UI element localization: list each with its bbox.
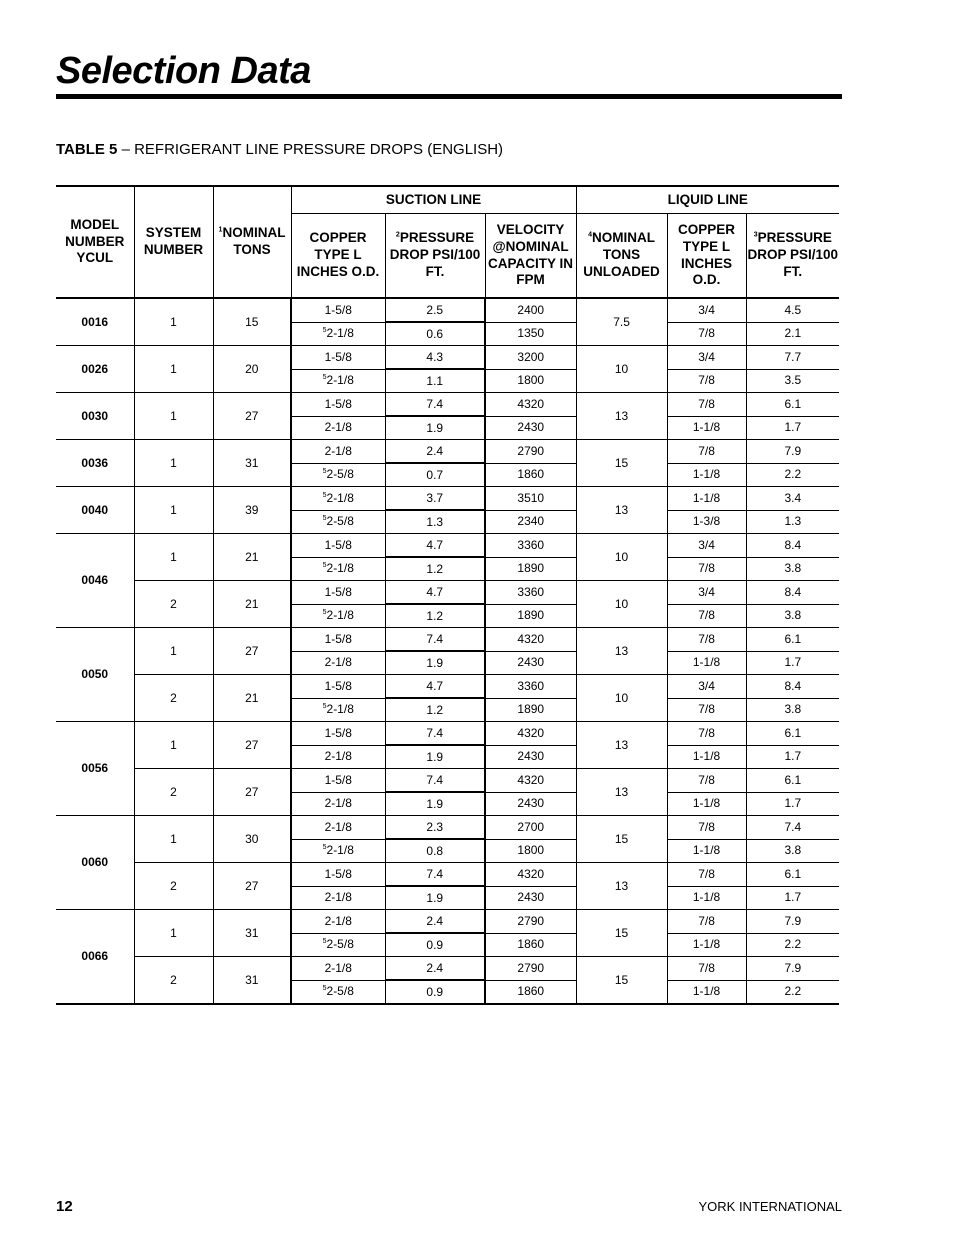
system-number-cell: 2 xyxy=(134,863,213,910)
footnote-5: 5 xyxy=(322,609,327,617)
table-row xyxy=(56,957,839,981)
nominal-tons-unloaded-cell: 10 xyxy=(576,346,667,393)
liquid-pressure-drop-cell: 7.9 xyxy=(746,910,839,934)
liquid-copper-cell: 1-1/8 xyxy=(667,933,746,957)
liquid-copper-cell: 3/4 xyxy=(667,581,746,605)
model-number-cell: 0050 xyxy=(56,628,134,722)
system-number-cell: 1 xyxy=(134,628,213,675)
liquid-pressure-drop-cell: 3.4 xyxy=(746,487,839,511)
velocity-cell: 4320 xyxy=(485,863,576,887)
table-row xyxy=(56,863,839,887)
velocity-cell: 1890 xyxy=(485,604,576,628)
velocity-cell: 4320 xyxy=(485,628,576,652)
velocity-cell: 2340 xyxy=(485,510,576,534)
suction-copper-cell xyxy=(291,369,385,393)
liquid-copper-cell: 7/8 xyxy=(667,628,746,652)
velocity-cell: 4320 xyxy=(485,722,576,746)
velocity-cell: 4320 xyxy=(485,769,576,793)
table-row xyxy=(56,722,839,746)
suction-copper-value: 2-5/8 xyxy=(326,467,354,482)
velocity-cell: 2790 xyxy=(485,957,576,981)
velocity-cell: 2430 xyxy=(485,886,576,910)
header-system: SYSTEM NUMBER xyxy=(134,186,213,298)
suction-copper-cell xyxy=(291,440,385,464)
nominal-tons-cell: 27 xyxy=(213,628,291,675)
suction-pressure-drop-cell: 0.6 xyxy=(385,322,485,346)
liquid-copper-cell: 7/8 xyxy=(667,769,746,793)
footnote-5: 5 xyxy=(322,327,327,335)
nominal-tons-cell: 15 xyxy=(213,298,291,346)
footnote-2: 2 xyxy=(395,231,400,239)
velocity-cell: 3510 xyxy=(485,487,576,511)
suction-copper-cell xyxy=(291,510,385,534)
nominal-tons-cell: 21 xyxy=(213,675,291,722)
liquid-pressure-drop-cell: 1.7 xyxy=(746,651,839,675)
liquid-copper-cell: 3/4 xyxy=(667,298,746,322)
suction-copper-value: 2-1/8 xyxy=(326,843,354,858)
velocity-cell: 2400 xyxy=(485,298,576,322)
suction-copper-cell xyxy=(291,863,385,887)
table-caption-text: – REFRIGERANT LINE PRESSURE DROPS (ENGLISH) xyxy=(117,141,504,158)
nominal-tons-cell: 20 xyxy=(213,346,291,393)
liquid-copper-cell: 7/8 xyxy=(667,957,746,981)
nominal-tons-cell: 27 xyxy=(213,863,291,910)
suction-copper-value: 1-5/8 xyxy=(324,678,352,693)
nominal-tons-unloaded-cell: 15 xyxy=(576,910,667,957)
model-number-cell: 0030 xyxy=(56,393,134,440)
table-row xyxy=(56,910,839,934)
suction-copper-cell xyxy=(291,298,385,322)
velocity-cell: 1860 xyxy=(485,933,576,957)
suction-copper-value: 1-5/8 xyxy=(324,584,352,599)
suction-copper-cell xyxy=(291,651,385,675)
liquid-copper-cell: 7/8 xyxy=(667,722,746,746)
header-liquid-pressure-drop-label: PRESSURE DROP PSI/100 FT. xyxy=(747,230,839,279)
liquid-pressure-drop-cell: 1.7 xyxy=(746,886,839,910)
table-row xyxy=(56,816,839,840)
suction-copper-cell xyxy=(291,722,385,746)
suction-copper-cell xyxy=(291,346,385,370)
footnote-5: 5 xyxy=(322,515,327,523)
model-number-cell: 0066 xyxy=(56,910,134,1005)
liquid-pressure-drop-cell: 2.2 xyxy=(746,463,839,487)
header-suction-copper: COPPER TYPE L INCHES O.D. xyxy=(291,214,385,299)
liquid-pressure-drop-cell: 3.8 xyxy=(746,557,839,581)
velocity-cell: 1890 xyxy=(485,557,576,581)
liquid-pressure-drop-cell: 6.1 xyxy=(746,722,839,746)
liquid-copper-cell: 7/8 xyxy=(667,816,746,840)
liquid-pressure-drop-cell: 7.9 xyxy=(746,957,839,981)
suction-copper-cell xyxy=(291,769,385,793)
suction-copper-cell xyxy=(291,322,385,346)
liquid-copper-cell: 1-1/8 xyxy=(667,463,746,487)
header-nominal-tons xyxy=(213,186,291,298)
suction-copper-cell xyxy=(291,581,385,605)
liquid-copper-cell: 3/4 xyxy=(667,675,746,699)
suction-copper-value: 1-5/8 xyxy=(324,772,352,787)
system-number-cell: 2 xyxy=(134,957,213,1005)
suction-copper-cell xyxy=(291,393,385,417)
suction-copper-cell xyxy=(291,792,385,816)
suction-copper-cell xyxy=(291,933,385,957)
liquid-pressure-drop-cell: 1.7 xyxy=(746,416,839,440)
model-number-cell: 0060 xyxy=(56,816,134,910)
table-row xyxy=(56,628,839,652)
header-liquid-pressure-drop xyxy=(746,214,839,299)
suction-pressure-drop-cell: 4.7 xyxy=(385,675,485,699)
suction-copper-value: 1-5/8 xyxy=(324,725,352,740)
liquid-pressure-drop-cell: 1.3 xyxy=(746,510,839,534)
nominal-tons-unloaded-cell: 13 xyxy=(576,769,667,816)
table-row xyxy=(56,440,839,464)
suction-copper-value: 2-1/8 xyxy=(324,796,352,811)
liquid-pressure-drop-cell: 7.4 xyxy=(746,816,839,840)
nominal-tons-cell: 30 xyxy=(213,816,291,863)
header-nominal-tons-unloaded xyxy=(576,214,667,299)
liquid-copper-cell: 1-1/8 xyxy=(667,416,746,440)
suction-pressure-drop-cell: 2.4 xyxy=(385,957,485,981)
table-caption-label: TABLE 5 xyxy=(56,141,118,158)
header-nominal-tons-unloaded-label: NOMINAL TONS UNLOADED xyxy=(583,230,660,279)
suction-pressure-drop-cell: 4.3 xyxy=(385,346,485,370)
suction-copper-value: 1-5/8 xyxy=(324,631,352,646)
suction-copper-value: 2-1/8 xyxy=(326,490,354,505)
footnote-5: 5 xyxy=(322,985,327,993)
suction-pressure-drop-cell: 1.1 xyxy=(385,369,485,393)
nominal-tons-unloaded-cell: 15 xyxy=(576,957,667,1005)
footnote-5: 5 xyxy=(322,703,327,711)
suction-pressure-drop-cell: 7.4 xyxy=(385,769,485,793)
nominal-tons-unloaded-cell: 7.5 xyxy=(576,298,667,346)
suction-copper-value: 1-5/8 xyxy=(324,349,352,364)
suction-copper-cell xyxy=(291,980,385,1004)
model-number-cell: 0056 xyxy=(56,722,134,816)
header-suction-line: SUCTION LINE xyxy=(291,186,576,214)
suction-copper-cell xyxy=(291,910,385,934)
liquid-pressure-drop-cell: 6.1 xyxy=(746,393,839,417)
liquid-pressure-drop-cell: 4.5 xyxy=(746,298,839,322)
liquid-pressure-drop-cell: 1.7 xyxy=(746,745,839,769)
velocity-cell: 1800 xyxy=(485,839,576,863)
nominal-tons-cell: 31 xyxy=(213,957,291,1005)
suction-pressure-drop-cell: 1.2 xyxy=(385,698,485,722)
system-number-cell: 1 xyxy=(134,816,213,863)
suction-copper-cell xyxy=(291,463,385,487)
nominal-tons-unloaded-cell: 15 xyxy=(576,440,667,487)
suction-copper-value: 1-5/8 xyxy=(324,396,352,411)
suction-copper-value: 1-5/8 xyxy=(324,537,352,552)
table-caption xyxy=(56,141,503,158)
liquid-pressure-drop-cell: 6.1 xyxy=(746,628,839,652)
system-number-cell: 1 xyxy=(134,440,213,487)
liquid-pressure-drop-cell: 7.9 xyxy=(746,440,839,464)
suction-pressure-drop-cell: 2.3 xyxy=(385,816,485,840)
suction-pressure-drop-cell: 1.9 xyxy=(385,416,485,440)
velocity-cell: 3200 xyxy=(485,346,576,370)
nominal-tons-unloaded-cell: 10 xyxy=(576,534,667,581)
refrigerant-pressure-drop-table xyxy=(56,185,839,1005)
header-suction-pressure-drop xyxy=(385,214,485,299)
liquid-pressure-drop-cell: 8.4 xyxy=(746,675,839,699)
liquid-copper-cell: 7/8 xyxy=(667,698,746,722)
nominal-tons-cell: 31 xyxy=(213,910,291,957)
velocity-cell: 2790 xyxy=(485,440,576,464)
page-title: Selection Data xyxy=(56,50,311,92)
nominal-tons-unloaded-cell: 13 xyxy=(576,863,667,910)
table-row xyxy=(56,534,839,558)
table-row xyxy=(56,346,839,370)
suction-copper-cell xyxy=(291,534,385,558)
page-number: 12 xyxy=(56,1198,73,1215)
suction-pressure-drop-cell: 0.9 xyxy=(385,980,485,1004)
suction-copper-value: 2-1/8 xyxy=(326,608,354,623)
header-model: MODEL NUMBER YCUL xyxy=(56,186,134,298)
velocity-cell: 3360 xyxy=(485,675,576,699)
nominal-tons-cell: 27 xyxy=(213,393,291,440)
liquid-copper-cell: 7/8 xyxy=(667,863,746,887)
liquid-copper-cell: 3/4 xyxy=(667,534,746,558)
system-number-cell: 1 xyxy=(134,487,213,534)
liquid-pressure-drop-cell: 3.8 xyxy=(746,839,839,863)
nominal-tons-cell: 27 xyxy=(213,722,291,769)
suction-copper-cell xyxy=(291,628,385,652)
velocity-cell: 2430 xyxy=(485,745,576,769)
table-row xyxy=(56,769,839,793)
liquid-copper-cell: 7/8 xyxy=(667,393,746,417)
suction-pressure-drop-cell: 1.3 xyxy=(385,510,485,534)
suction-copper-value: 1-5/8 xyxy=(324,866,352,881)
suction-copper-cell xyxy=(291,839,385,863)
suction-pressure-drop-cell: 7.4 xyxy=(385,393,485,417)
suction-copper-cell xyxy=(291,604,385,628)
liquid-pressure-drop-cell: 3.8 xyxy=(746,604,839,628)
liquid-pressure-drop-cell: 2.1 xyxy=(746,322,839,346)
liquid-pressure-drop-cell: 8.4 xyxy=(746,534,839,558)
footnote-5: 5 xyxy=(322,491,327,499)
suction-pressure-drop-cell: 4.7 xyxy=(385,581,485,605)
suction-pressure-drop-cell: 7.4 xyxy=(385,722,485,746)
suction-copper-cell xyxy=(291,698,385,722)
liquid-copper-cell: 3/4 xyxy=(667,346,746,370)
liquid-pressure-drop-cell: 8.4 xyxy=(746,581,839,605)
nominal-tons-unloaded-cell: 10 xyxy=(576,675,667,722)
suction-copper-value: 1-5/8 xyxy=(324,302,352,317)
suction-copper-cell xyxy=(291,886,385,910)
table-row xyxy=(56,581,839,605)
footnote-5: 5 xyxy=(322,844,327,852)
suction-copper-value: 2-1/8 xyxy=(324,749,352,764)
table-row xyxy=(56,393,839,417)
system-number-cell: 1 xyxy=(134,722,213,769)
velocity-cell: 3360 xyxy=(485,534,576,558)
table-row xyxy=(56,298,839,322)
header-suction-pressure-drop-label: PRESSURE DROP PSI/100 FT. xyxy=(389,230,481,279)
suction-copper-cell xyxy=(291,416,385,440)
nominal-tons-unloaded-cell: 10 xyxy=(576,581,667,628)
footnote-1: 1 xyxy=(218,226,223,234)
liquid-copper-cell: 1-1/8 xyxy=(667,651,746,675)
liquid-copper-cell: 1-1/8 xyxy=(667,745,746,769)
liquid-copper-cell: 1-3/8 xyxy=(667,510,746,534)
header-liquid-copper: COPPER TYPE L INCHES O.D. xyxy=(667,214,746,299)
velocity-cell: 2430 xyxy=(485,651,576,675)
suction-copper-cell xyxy=(291,957,385,981)
liquid-copper-cell: 1-1/8 xyxy=(667,886,746,910)
suction-copper-value: 2-1/8 xyxy=(324,443,352,458)
nominal-tons-unloaded-cell: 13 xyxy=(576,628,667,675)
velocity-cell: 4320 xyxy=(485,393,576,417)
liquid-pressure-drop-cell: 3.8 xyxy=(746,698,839,722)
suction-copper-cell xyxy=(291,557,385,581)
model-number-cell: 0026 xyxy=(56,346,134,393)
liquid-copper-cell: 7/8 xyxy=(667,557,746,581)
nominal-tons-unloaded-cell: 15 xyxy=(576,816,667,863)
table-row xyxy=(56,487,839,511)
liquid-copper-cell: 1-1/8 xyxy=(667,487,746,511)
system-number-cell: 1 xyxy=(134,910,213,957)
velocity-cell: 2430 xyxy=(485,792,576,816)
suction-pressure-drop-cell: 7.4 xyxy=(385,863,485,887)
suction-copper-cell xyxy=(291,745,385,769)
liquid-pressure-drop-cell: 7.7 xyxy=(746,346,839,370)
liquid-pressure-drop-cell: 1.7 xyxy=(746,792,839,816)
liquid-pressure-drop-cell: 2.2 xyxy=(746,980,839,1004)
system-number-cell: 2 xyxy=(134,581,213,628)
suction-pressure-drop-cell: 1.9 xyxy=(385,792,485,816)
suction-copper-cell xyxy=(291,816,385,840)
footnote-5: 5 xyxy=(322,938,327,946)
nominal-tons-unloaded-cell: 13 xyxy=(576,487,667,534)
nominal-tons-cell: 27 xyxy=(213,769,291,816)
velocity-cell: 2700 xyxy=(485,816,576,840)
suction-pressure-drop-cell: 0.9 xyxy=(385,933,485,957)
liquid-copper-cell: 7/8 xyxy=(667,440,746,464)
suction-copper-value: 2-1/8 xyxy=(326,702,354,717)
system-number-cell: 1 xyxy=(134,393,213,440)
nominal-tons-unloaded-cell: 13 xyxy=(576,722,667,769)
liquid-pressure-drop-cell: 6.1 xyxy=(746,769,839,793)
suction-pressure-drop-cell: 1.2 xyxy=(385,557,485,581)
table-row xyxy=(56,675,839,699)
table-body xyxy=(56,298,839,1004)
footnote-4: 4 xyxy=(588,231,592,239)
model-number-cell: 0016 xyxy=(56,298,134,346)
suction-copper-value: 2-1/8 xyxy=(324,420,352,435)
suction-copper-cell xyxy=(291,675,385,699)
liquid-copper-cell: 1-1/8 xyxy=(667,792,746,816)
header-nominal-tons-label: NOMINAL TONS xyxy=(222,225,286,257)
suction-copper-value: 2-1/8 xyxy=(326,326,354,341)
header-velocity: VELOCITY @NOMINAL CAPACITY IN FPM xyxy=(485,214,576,299)
velocity-cell: 3360 xyxy=(485,581,576,605)
liquid-copper-cell: 7/8 xyxy=(667,369,746,393)
suction-copper-value: 2-5/8 xyxy=(326,514,354,529)
suction-copper-value: 2-1/8 xyxy=(326,373,354,388)
model-number-cell: 0036 xyxy=(56,440,134,487)
suction-pressure-drop-cell: 3.7 xyxy=(385,487,485,511)
velocity-cell: 1860 xyxy=(485,463,576,487)
system-number-cell: 2 xyxy=(134,769,213,816)
nominal-tons-cell: 21 xyxy=(213,534,291,581)
suction-pressure-drop-cell: 0.7 xyxy=(385,463,485,487)
liquid-copper-cell: 1-1/8 xyxy=(667,839,746,863)
suction-pressure-drop-cell: 1.9 xyxy=(385,651,485,675)
suction-copper-value: 2-1/8 xyxy=(324,913,352,928)
nominal-tons-cell: 21 xyxy=(213,581,291,628)
nominal-tons-unloaded-cell: 13 xyxy=(576,393,667,440)
velocity-cell: 1350 xyxy=(485,322,576,346)
suction-copper-value: 2-5/8 xyxy=(326,984,354,999)
suction-pressure-drop-cell: 1.9 xyxy=(385,745,485,769)
system-number-cell: 1 xyxy=(134,534,213,581)
header-liquid-line: LIQUID LINE xyxy=(576,186,839,214)
footnote-5: 5 xyxy=(322,374,327,382)
liquid-copper-cell: 1-1/8 xyxy=(667,980,746,1004)
suction-pressure-drop-cell: 2.4 xyxy=(385,440,485,464)
model-number-cell: 0046 xyxy=(56,534,134,628)
footnote-5: 5 xyxy=(322,468,327,476)
liquid-pressure-drop-cell: 3.5 xyxy=(746,369,839,393)
liquid-pressure-drop-cell: 6.1 xyxy=(746,863,839,887)
suction-copper-value: 2-1/8 xyxy=(324,819,352,834)
suction-pressure-drop-cell: 1.9 xyxy=(385,886,485,910)
liquid-copper-cell: 7/8 xyxy=(667,910,746,934)
suction-copper-value: 2-1/8 xyxy=(324,655,352,670)
liquid-pressure-drop-cell: 2.2 xyxy=(746,933,839,957)
footnote-3: 3 xyxy=(753,231,758,239)
system-number-cell: 1 xyxy=(134,346,213,393)
suction-copper-value: 2-5/8 xyxy=(326,937,354,952)
model-number-cell: 0040 xyxy=(56,487,134,534)
footer-company: YORK INTERNATIONAL xyxy=(698,1199,842,1214)
suction-copper-value: 2-1/8 xyxy=(324,890,352,905)
velocity-cell: 1860 xyxy=(485,980,576,1004)
suction-pressure-drop-cell: 0.8 xyxy=(385,839,485,863)
suction-copper-cell xyxy=(291,487,385,511)
nominal-tons-cell: 31 xyxy=(213,440,291,487)
suction-pressure-drop-cell: 2.5 xyxy=(385,298,485,322)
title-rule xyxy=(56,94,842,99)
nominal-tons-cell: 39 xyxy=(213,487,291,534)
suction-pressure-drop-cell: 4.7 xyxy=(385,534,485,558)
velocity-cell: 2430 xyxy=(485,416,576,440)
liquid-copper-cell: 7/8 xyxy=(667,604,746,628)
suction-copper-value: 2-1/8 xyxy=(326,561,354,576)
suction-pressure-drop-cell: 1.2 xyxy=(385,604,485,628)
velocity-cell: 2790 xyxy=(485,910,576,934)
system-number-cell: 1 xyxy=(134,298,213,346)
velocity-cell: 1890 xyxy=(485,698,576,722)
system-number-cell: 2 xyxy=(134,675,213,722)
suction-copper-value: 2-1/8 xyxy=(324,960,352,975)
velocity-cell: 1800 xyxy=(485,369,576,393)
suction-pressure-drop-cell: 2.4 xyxy=(385,910,485,934)
suction-pressure-drop-cell: 7.4 xyxy=(385,628,485,652)
footnote-5: 5 xyxy=(322,562,327,570)
liquid-copper-cell: 7/8 xyxy=(667,322,746,346)
